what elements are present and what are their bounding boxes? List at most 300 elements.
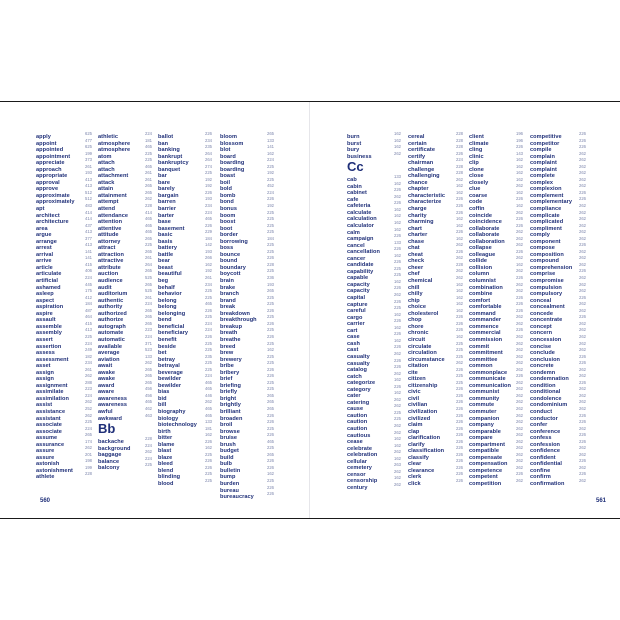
entry-word: cancellation — [347, 249, 380, 256]
entry-page-ref: 262 — [516, 288, 523, 294]
entry-word: bend — [158, 317, 172, 324]
entry-page-ref: 225 — [456, 379, 463, 385]
entry-word: belonging — [158, 310, 186, 317]
entry-page-ref: 226 — [267, 320, 274, 326]
section-letter-heading: Cc — [347, 159, 364, 175]
entry-word: commitment — [469, 350, 503, 357]
entry-page-ref: 262 — [85, 445, 92, 451]
entry-page-ref: 226 — [456, 386, 463, 392]
entry-word: charming — [408, 219, 434, 226]
entry-page-ref: 225 — [456, 373, 463, 379]
entry-page-ref: 274 — [205, 163, 212, 169]
entry-page-ref: 143 — [516, 150, 523, 156]
entry-word: communist — [469, 389, 500, 396]
entry-page-ref: 226 — [267, 484, 274, 490]
entry-word: censor — [347, 471, 366, 478]
entry-word: condemnation — [530, 376, 569, 383]
entry-word: catch — [347, 373, 362, 380]
entry-page-ref: 265 — [85, 432, 92, 438]
entry-page-ref: 225 — [85, 419, 92, 425]
entry-word: attraction — [98, 251, 124, 258]
entry-word: commission — [469, 336, 503, 343]
entry-page-ref: 225 — [205, 347, 212, 353]
entry-page-ref: 264 — [145, 261, 152, 267]
entry-page-ref: 224 — [85, 340, 92, 346]
entry-word: assert — [36, 336, 53, 343]
entry-word: base — [158, 219, 171, 226]
entry-page-ref: 262 — [579, 340, 586, 346]
entry-word: climate — [469, 140, 489, 147]
entry-word: attorney — [98, 238, 121, 245]
entry-page-ref: 262 — [516, 438, 523, 444]
entry-page-ref: 262 — [579, 281, 586, 287]
entry-page-ref: 262 — [579, 425, 586, 431]
entry-word: certificate — [408, 147, 435, 154]
entry-page-ref: 414 — [85, 216, 92, 222]
entry-word: atom — [98, 153, 112, 160]
entry-page-ref: 234 — [205, 203, 212, 209]
entry-page-ref: 162 — [205, 432, 212, 438]
entry-word: boarding — [220, 160, 245, 167]
entry-page-ref: 262 — [579, 235, 586, 241]
entry-word: clearance — [408, 467, 435, 474]
entry-word: beverage — [158, 369, 183, 376]
entry-word: browse — [220, 428, 240, 435]
entry-page-ref: 226 — [267, 373, 274, 379]
entry-page-ref: 261 — [205, 275, 212, 281]
entry-page-ref: 415 — [85, 320, 92, 326]
entry-word: birth — [158, 428, 171, 435]
entry-word: available — [98, 343, 123, 350]
entry-page-ref: 445 — [85, 281, 92, 287]
entry-word: borrowing — [220, 238, 248, 245]
entry-word: article — [36, 264, 53, 271]
entry-word: arrival — [36, 251, 54, 258]
entry-page-ref: 262 — [516, 340, 523, 346]
entry-page-ref: 262 — [579, 261, 586, 267]
entry-page-ref: 262 — [85, 412, 92, 418]
entry-page-ref: 288 — [85, 379, 92, 385]
entry-word: competence — [469, 467, 503, 474]
entry-word: communication — [469, 382, 511, 389]
entry-page-ref: 265 — [145, 235, 152, 241]
entry-page-ref: 262 — [579, 170, 586, 176]
entry-page-ref: 262 — [579, 320, 586, 326]
entry-page-ref: 226 — [579, 438, 586, 444]
word-entry — [36, 471, 92, 481]
entry-word: breathe — [220, 336, 241, 343]
entry-page-ref: 262 — [579, 216, 586, 222]
entry-word: architect — [36, 212, 60, 219]
entry-page-ref: 224 — [85, 425, 92, 431]
entry-page-ref: 229 — [205, 229, 212, 235]
entry-page-ref: 225 — [267, 176, 274, 182]
entry-word: bonus — [220, 206, 238, 213]
entry-word: attitude — [98, 232, 119, 239]
entry-page-ref: 262 — [579, 301, 586, 307]
entry-page-ref: 262 — [394, 370, 401, 376]
entry-page-ref: 193 — [205, 196, 212, 202]
entry-page-ref: 265 — [145, 373, 152, 379]
entry-word: assurance — [36, 441, 65, 448]
entry-word: assembly — [36, 330, 62, 337]
entry-word: clear — [408, 461, 422, 468]
entry-page-ref: 162 — [394, 206, 401, 212]
entry-page-ref: 225 — [267, 163, 274, 169]
entry-word: compulsory — [530, 291, 563, 298]
entry-page-ref: 262 — [394, 429, 401, 435]
entry-word: breed — [220, 343, 236, 350]
entry-word: behavior — [158, 291, 182, 298]
entry-page-ref: 226 — [205, 189, 212, 195]
entry-page-ref: 226 — [456, 320, 463, 326]
entry-word: chilly — [408, 291, 423, 298]
entry-page-ref: 226 — [456, 150, 463, 156]
entry-word: caution — [347, 419, 368, 426]
entry-word: comfort — [469, 297, 491, 304]
entry-page-ref: 141 — [85, 255, 92, 261]
entry-page-ref: 162 — [205, 261, 212, 267]
entry-page-ref: 226 — [579, 419, 586, 425]
entry-word: certain — [408, 140, 427, 147]
entry-page-ref: 226 — [516, 196, 523, 202]
entry-word: basement — [158, 225, 185, 232]
entry-word: concise — [530, 343, 552, 350]
entry-page-ref: 162 — [456, 288, 463, 294]
entry-word: competition — [469, 480, 502, 487]
entry-page-ref: 512 — [85, 196, 92, 202]
entry-word: ban — [158, 140, 169, 147]
entry-page-ref: 265 — [145, 366, 152, 372]
entry-page-ref: 262 — [516, 405, 523, 411]
entry-word: banquet — [158, 166, 181, 173]
entry-word: boast — [220, 173, 236, 180]
entry-word: awake — [98, 376, 116, 383]
entry-word: apply — [36, 134, 51, 140]
entry-word: boil — [220, 179, 231, 186]
entry-word: attend — [98, 206, 116, 213]
entry-word: century — [347, 484, 368, 491]
entry-page-ref: 262 — [456, 360, 463, 366]
entry-page-ref: 226 — [456, 425, 463, 431]
entry-word: cautious — [347, 432, 371, 439]
entry-page-ref: 262 — [579, 275, 586, 281]
entry-word: complementary — [530, 199, 572, 206]
entry-word: betray — [158, 356, 176, 363]
entry-page-ref: 225 — [205, 471, 212, 477]
entry-page-ref: 226 — [579, 294, 586, 300]
entry-page-ref: 226 — [456, 477, 463, 483]
entry-word: cellular — [347, 458, 367, 465]
entry-word: complaint — [530, 160, 557, 167]
entry-word: classify — [408, 454, 429, 461]
entry-word: attachment — [98, 173, 129, 180]
entry-word: assemble — [36, 323, 62, 330]
entry-word: break — [220, 304, 236, 311]
entry-word: awareness — [98, 402, 128, 409]
entry-page-ref: 262 — [145, 196, 152, 202]
entry-word: confess — [530, 435, 552, 442]
entry-page-ref: 226 — [579, 412, 586, 418]
entry-page-ref: 262 — [516, 320, 523, 326]
entry-page-ref: 262 — [516, 477, 523, 483]
entry-word: complaint — [530, 166, 557, 173]
entry-page-ref: 162 — [394, 455, 401, 461]
entry-page-ref: 162 — [267, 150, 274, 156]
entry-page-ref: 226 — [394, 357, 401, 363]
entry-page-ref: 162 — [267, 471, 274, 477]
entry-word: belong — [158, 297, 177, 304]
entry-word: chop — [408, 317, 422, 324]
entry-page-ref: 141 — [267, 144, 274, 150]
entry-word: athletic — [98, 134, 118, 140]
entry-page-ref: 465 — [145, 229, 152, 235]
entry-page-ref: 225 — [145, 157, 152, 163]
entry-page-ref: 226 — [456, 405, 463, 411]
entry-word: attach — [98, 166, 115, 173]
entry-word: cabin — [347, 183, 362, 190]
entry-page-ref: 262 — [516, 412, 523, 418]
entry-page-ref: 226 — [579, 268, 586, 274]
entry-word: blinding — [158, 474, 181, 481]
entry-word: cash — [347, 340, 360, 347]
entry-page-ref: 141 — [85, 248, 92, 254]
entry-page-ref: 523 — [145, 347, 152, 353]
entry-page-ref: 226 — [516, 144, 523, 150]
entry-page-ref: 261 — [145, 176, 152, 182]
entry-word: authority — [98, 304, 123, 311]
entry-page-ref: 525 — [145, 275, 152, 281]
entry-page-ref: 162 — [516, 189, 523, 195]
entry-page-ref: 226 — [394, 187, 401, 193]
entry-page-ref: 262 — [394, 193, 401, 199]
entry-page-ref: 262 — [579, 347, 586, 353]
entry-page-ref: 162 — [456, 281, 463, 287]
entry-page-ref: 452 — [267, 183, 274, 189]
entry-page-ref: 225 — [394, 409, 401, 415]
entry-word: comprise — [530, 271, 556, 278]
entry-word: assure — [36, 448, 55, 455]
entry-page-ref: 465 — [205, 405, 212, 411]
entry-word: burden — [220, 480, 240, 487]
entry-page-ref: 225 — [267, 209, 274, 215]
entry-word: boom — [220, 212, 236, 219]
entry-page-ref: 262 — [579, 183, 586, 189]
entry-page-ref: 262 — [579, 477, 586, 483]
entry-page-ref: 133 — [145, 353, 152, 359]
entry-word: brew — [220, 350, 234, 357]
entry-word: associate — [36, 422, 62, 429]
entry-word: compliment — [530, 225, 562, 232]
entry-word: bound — [220, 258, 238, 265]
entry-page-ref: 262 — [456, 268, 463, 274]
entry-page-ref: 465 — [205, 412, 212, 418]
entry-page-ref: 198 — [85, 458, 92, 464]
entry-word: commence — [469, 323, 499, 330]
entry-page-ref: 265 — [145, 314, 152, 320]
entry-word: compatible — [469, 448, 500, 455]
entry-word: clarify — [408, 441, 425, 448]
entry-word: chronic — [408, 330, 429, 337]
entry-word: authorized — [98, 310, 127, 317]
entry-word: auction — [98, 271, 119, 278]
entry-word: capable — [347, 275, 369, 282]
entry-word: check — [408, 258, 425, 265]
entry-word: civilized — [408, 415, 431, 422]
entry-page-ref: 226 — [205, 222, 212, 228]
entry-word: complexion — [530, 186, 562, 193]
entry-word: aspire — [36, 310, 53, 317]
entry-page-ref: 225 — [267, 301, 274, 307]
entry-page-ref: 224 — [145, 442, 152, 448]
entry-page-ref: 465 — [145, 399, 152, 405]
entry-page-ref: 225 — [267, 268, 274, 274]
entry-word: commander — [469, 317, 502, 324]
entry-page-ref: 226 — [579, 242, 586, 248]
entry-page-ref: 262 — [516, 268, 523, 274]
entry-page-ref: 162 — [456, 294, 463, 300]
entry-word: confidence — [530, 448, 561, 455]
entry-page-ref: 252 — [85, 405, 92, 411]
entry-page-ref: 262 — [579, 464, 586, 470]
entry-word: articulate — [36, 271, 62, 278]
entry-word: combination — [469, 284, 503, 291]
entry-word: backache — [98, 439, 124, 446]
entry-word: assistance — [36, 408, 66, 415]
entry-page-ref: 262 — [516, 399, 523, 405]
entry-word: carrier — [347, 321, 365, 328]
entry-word: citation — [408, 363, 429, 370]
entry-page-ref: 234 — [85, 360, 92, 366]
entry-page-ref: 162 — [456, 222, 463, 228]
entry-word: collide — [469, 258, 488, 265]
entry-word: beast — [158, 264, 173, 271]
word-column-5 — [347, 131, 401, 491]
entry-page-ref: 465 — [267, 438, 274, 444]
entry-page-ref: 224 — [205, 320, 212, 326]
entry-word: budget — [220, 448, 239, 455]
entry-page-ref: 225 — [205, 288, 212, 294]
entry-word: atmosphere — [98, 140, 131, 147]
entry-word: business — [347, 153, 372, 160]
entry-page-ref: 226 — [267, 419, 274, 425]
page-gutter — [309, 102, 310, 518]
entry-page-ref: 261 — [145, 170, 152, 176]
entry-word: baggage — [98, 452, 122, 459]
entry-page-ref: 133 — [394, 174, 401, 180]
entry-word: brewery — [220, 356, 242, 363]
entry-word: bias — [158, 389, 170, 396]
entry-page-ref: 162 — [394, 278, 401, 284]
entry-word: asset — [36, 363, 51, 370]
entry-word: compile — [530, 147, 552, 154]
entry-word: bounce — [220, 251, 241, 258]
entry-page-ref: 226 — [456, 432, 463, 438]
entry-page-ref: 226 — [579, 458, 586, 464]
entry-page-ref: 226 — [394, 298, 401, 304]
entry-word: compromise — [530, 278, 564, 285]
entry-page-ref: 414 — [85, 209, 92, 215]
entry-word: bankrupt — [158, 153, 183, 160]
entry-page-ref: 262 — [579, 327, 586, 333]
entry-word: categorize — [347, 380, 376, 387]
entry-page-ref: 262 — [205, 399, 212, 405]
entry-page-ref: 265 — [267, 399, 274, 405]
entry-page-ref: 465 — [205, 379, 212, 385]
entry-word: catalog — [347, 367, 367, 374]
entry-word: bury — [347, 147, 360, 154]
entry-page-ref: 262 — [394, 396, 401, 402]
entry-page-ref: 236 — [267, 275, 274, 281]
entry-page-ref: 262 — [456, 275, 463, 281]
entry-word: bill — [158, 402, 167, 409]
entry-page-ref: 512 — [85, 189, 92, 195]
entry-word: barrier — [158, 206, 177, 213]
entry-page-ref: 412 — [85, 294, 92, 300]
entry-word: broil — [220, 422, 233, 429]
entry-word: concealment — [530, 304, 565, 311]
entry-word: assistant — [36, 415, 61, 422]
entry-word: biography — [158, 408, 186, 415]
word-entry — [98, 413, 152, 420]
entry-word: awareness — [98, 395, 128, 402]
entry-word: attract — [98, 245, 116, 252]
entry-page-ref: 456 — [145, 392, 152, 398]
entry-page-ref: 262 — [516, 379, 523, 385]
entry-word: bold — [220, 186, 233, 193]
entry-page-ref: 262 — [516, 229, 523, 235]
entry-page-ref: 226 — [579, 137, 586, 143]
entry-word: award — [98, 382, 115, 389]
entry-page-ref: 225 — [267, 222, 274, 228]
entry-page-ref: 262 — [456, 242, 463, 248]
entry-word: confirmation — [530, 480, 565, 487]
entry-word: commuter — [469, 408, 497, 415]
entry-word: cargo — [347, 314, 363, 321]
entry-word: assess — [36, 350, 55, 357]
entry-page-ref: 226 — [394, 233, 401, 239]
entry-word: approach — [36, 166, 62, 173]
entry-word: coincide — [469, 212, 493, 219]
entry-word: barter — [158, 212, 175, 219]
entry-word: communicate — [469, 376, 506, 383]
entry-word: appreciate — [36, 160, 65, 167]
entry-word: concern — [530, 330, 553, 337]
entry-word: auditorium — [98, 291, 128, 298]
entry-page-ref: 226 — [456, 203, 463, 209]
entry-word: confer — [530, 422, 548, 429]
entry-page-ref: 262 — [579, 386, 586, 392]
entry-page-ref: 226 — [579, 144, 586, 150]
entry-word: compliance — [530, 206, 562, 213]
entry-page-ref: 226 — [205, 438, 212, 444]
entry-page-ref: 413 — [85, 183, 92, 189]
entry-page-ref: 162 — [394, 442, 401, 448]
entry-word: background — [98, 445, 131, 452]
entry-page-ref: 225 — [267, 229, 274, 235]
entry-page-ref: 465 — [145, 216, 152, 222]
entry-page-ref: 162 — [394, 252, 401, 258]
entry-page-ref: 264 — [205, 157, 212, 163]
entry-page-ref: 262 — [579, 307, 586, 313]
entry-word: benefit — [158, 336, 177, 343]
entry-page-ref: 162 — [456, 216, 463, 222]
entry-page-ref: 162 — [394, 220, 401, 226]
entry-word: briefly — [220, 389, 238, 396]
entry-word: authorize — [98, 317, 124, 324]
entry-page-ref: 265 — [267, 392, 274, 398]
entry-page-ref: 226 — [456, 392, 463, 398]
